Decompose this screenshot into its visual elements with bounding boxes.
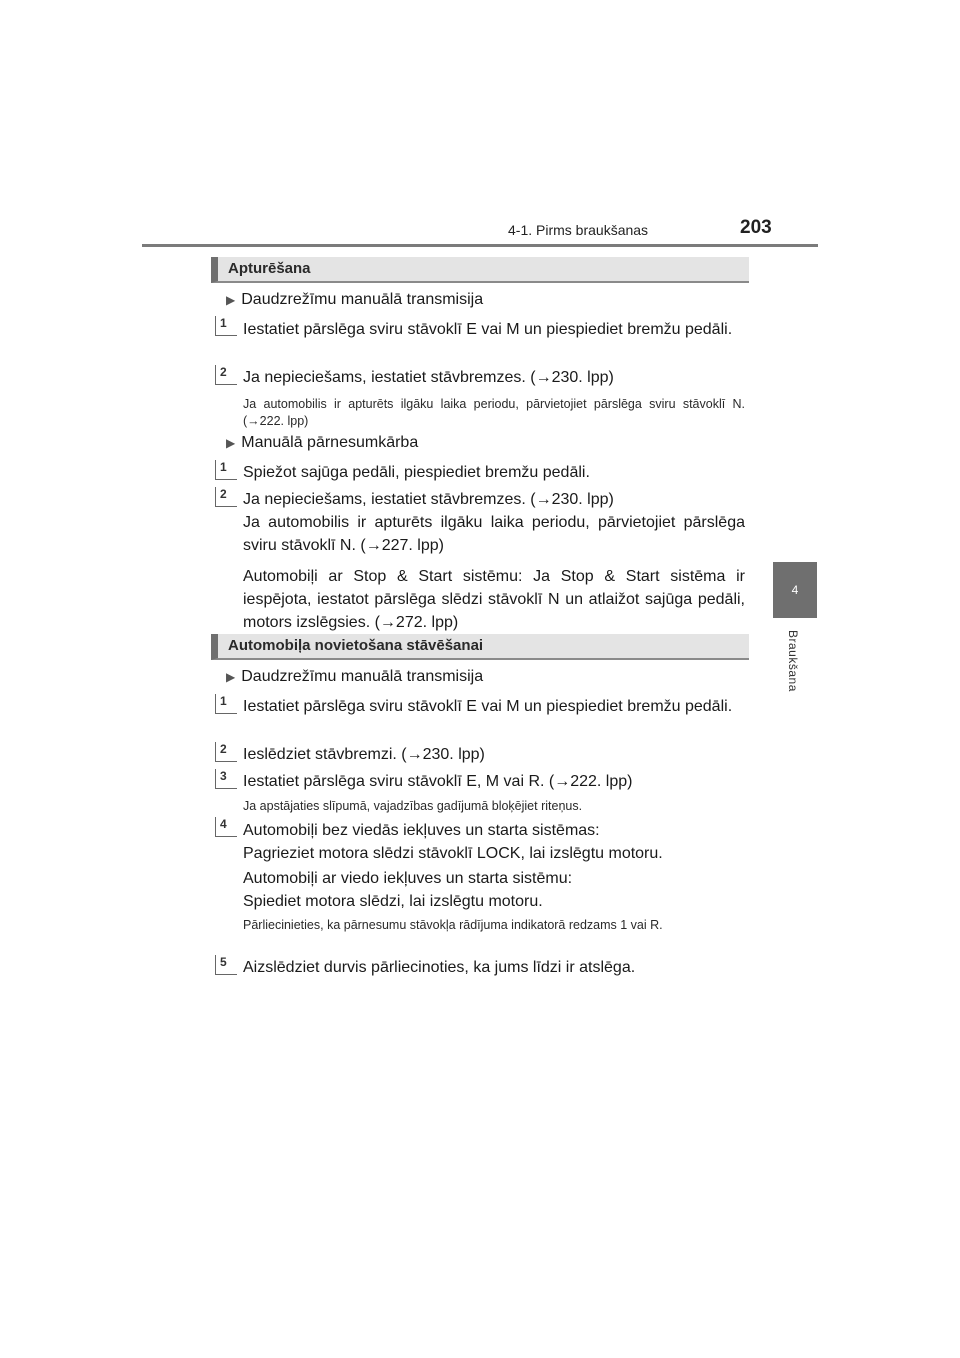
step-marker: 2 <box>215 487 237 507</box>
chapter-tab-label: Braukšana <box>786 630 800 692</box>
step-text: Pagrieziet motora slēdzi stāvoklī LOCK, lai izslēgtu motoru. <box>243 845 663 862</box>
step-text: Ja nepieciešams, iestatiet stāvbremzes. (→230. lpp) <box>243 491 614 508</box>
step-text: Iestatiet pārslēga sviru stāvoklī E vai M un piespiediet bremžu pedāli. <box>243 321 733 338</box>
section-heading-stopping: Apturēšana <box>211 257 749 283</box>
note-text: Ja apstājaties slīpumā, vajadzības gadījumā bloķējiet riteņus. <box>243 799 583 813</box>
step-marker: 1 <box>215 694 237 714</box>
step-marker: 3 <box>215 769 237 789</box>
triangle-bullet-icon: ▶ <box>226 670 236 684</box>
step-text: Spiediet motora slēdzi, lai izslēgtu motoru. <box>243 893 543 910</box>
step-marker: 1 <box>215 460 237 480</box>
step-text: Ja automobilis ir apturēts ilgāku laika periodu, pārvietojiet pārslēga sviru stāvoklī N. (→227. lpp) <box>243 514 745 554</box>
step-text: Aizslēdziet durvis pārliecinoties, ka jums līdzi ir atslēga. <box>243 959 636 976</box>
step-text: Automobiļi ar Stop & Start sistēmu: Ja Stop & Start sistēma ir iespējota, iestatot pārslēga slēdzi stāvoklī N un atlaižot sajūga pedāli, motors izslēgsies. (→272. lpp) <box>243 568 745 631</box>
note-text: Ja automobilis ir apturēts ilgāku laika periodu, pārvietojiet pārslēga sviru stāvoklī N. (→222. lpp) <box>243 397 745 428</box>
step-marker: 4 <box>215 817 237 837</box>
section-heading-parking: Automobiļa novietošana stāvēšanai <box>211 634 749 660</box>
chapter-tab <box>773 562 817 618</box>
step-marker: 2 <box>215 365 237 385</box>
triangle-bullet-icon: ▶ <box>226 293 236 307</box>
header-divider <box>142 244 818 247</box>
step-text: Automobiļi bez viedās iekļuves un starta sistēmas: <box>243 822 600 839</box>
note-text: Pārliecinieties, ka pārnesumu stāvokļa rādījuma indikatorā redzams 1 vai R. <box>243 918 663 932</box>
subheading-multimode-1: ▶ Daudzrežīmu manuālā transmisija <box>226 291 484 308</box>
subheading-multimode-2: ▶ Daudzrežīmu manuālā transmisija <box>226 668 484 685</box>
step-marker: 2 <box>215 742 237 762</box>
step-marker: 1 <box>215 316 237 336</box>
step-text: Ieslēdziet stāvbremzi. (→230. lpp) <box>243 746 485 763</box>
triangle-bullet-icon: ▶ <box>226 436 236 450</box>
chapter-heading: 4-1. Pirms braukšanas <box>508 222 649 238</box>
subheading-manual: ▶ Manuālā pārnesumkārba <box>226 434 419 451</box>
step-text: Iestatiet pārslēga sviru stāvoklī E, M vai R. (→222. lpp) <box>243 773 633 790</box>
page-number: 203 <box>740 217 772 238</box>
step-text: Ja nepieciešams, iestatiet stāvbremzes. (→230. lpp) <box>243 369 614 386</box>
chapter-tab-number: 4 <box>791 583 799 597</box>
step-text: Iestatiet pārslēga sviru stāvoklī E vai M un piespiediet bremžu pedāli. <box>243 698 733 715</box>
step-text: Spiežot sajūga pedāli, piespiediet bremžu pedāli. <box>243 464 590 481</box>
step-text: Automobiļi ar viedo iekļuves un starta sistēmu: <box>243 870 573 887</box>
step-marker: 5 <box>215 955 237 975</box>
